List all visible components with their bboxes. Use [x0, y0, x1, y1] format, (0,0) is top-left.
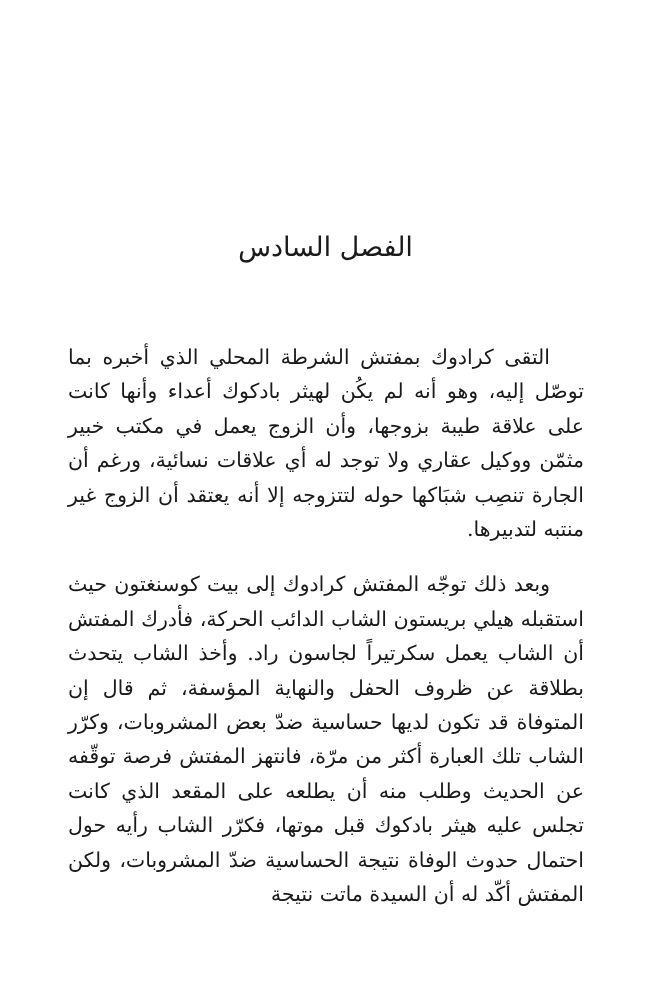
paragraph-2: وبعد ذلك توجّه المفتش كرادوك إلى بيت كوسنغتون حيث استقبله هيلي بريستون الشاب الدائب الحركة، فأدرك المفتش أن الشاب يعمل سكرتيراً لجاسون راد. وأخذ الشاب يتحدث بطلاقة عن ظروف الحفل والنهاية المؤسفة، ثم قال إن المتوفاة قد تكون لديها حساسية ضدّ بعض المشروبات، وكرّر الشاب تلك العبارة أكثر من مرّة، فانتهز المفتش فرصة توقّفه عن الحديث وطلب منه أن يطلعه على المقعد الذي كانت تجلس عليه هيثر بادكوك قبل موتها، فكرّر الشاب رأيه حول احتمال حدوث الوفاة نتيجة الحساسية ضدّ المشروبات، ولكن المفتش أكّد له أن السيدة ماتت نتيجة [68, 572, 584, 907]
chapter-title: الفصل السادس [238, 232, 413, 263]
paragraph-1: التقى كرادوك بمفتش الشرطة المحلي الذي أخبره بما توصّل إليه، وهو أنه لم يكُن لهيثر بادكوك أعداء وأنها كانت على علاقة طيبة بزوجها، وأن الزوج يعمل في مكتب خبير مثمّن ووكيل عقاري ولا توجد له أي علاقات نسائية، ورغم أن الجارة تنصِب شبَاكها حوله لتتزوجه إلا أنه يعتقد أن الزوج غير منتبه لتدبيرها. [68, 345, 584, 542]
chapter-body [68, 340, 584, 912]
